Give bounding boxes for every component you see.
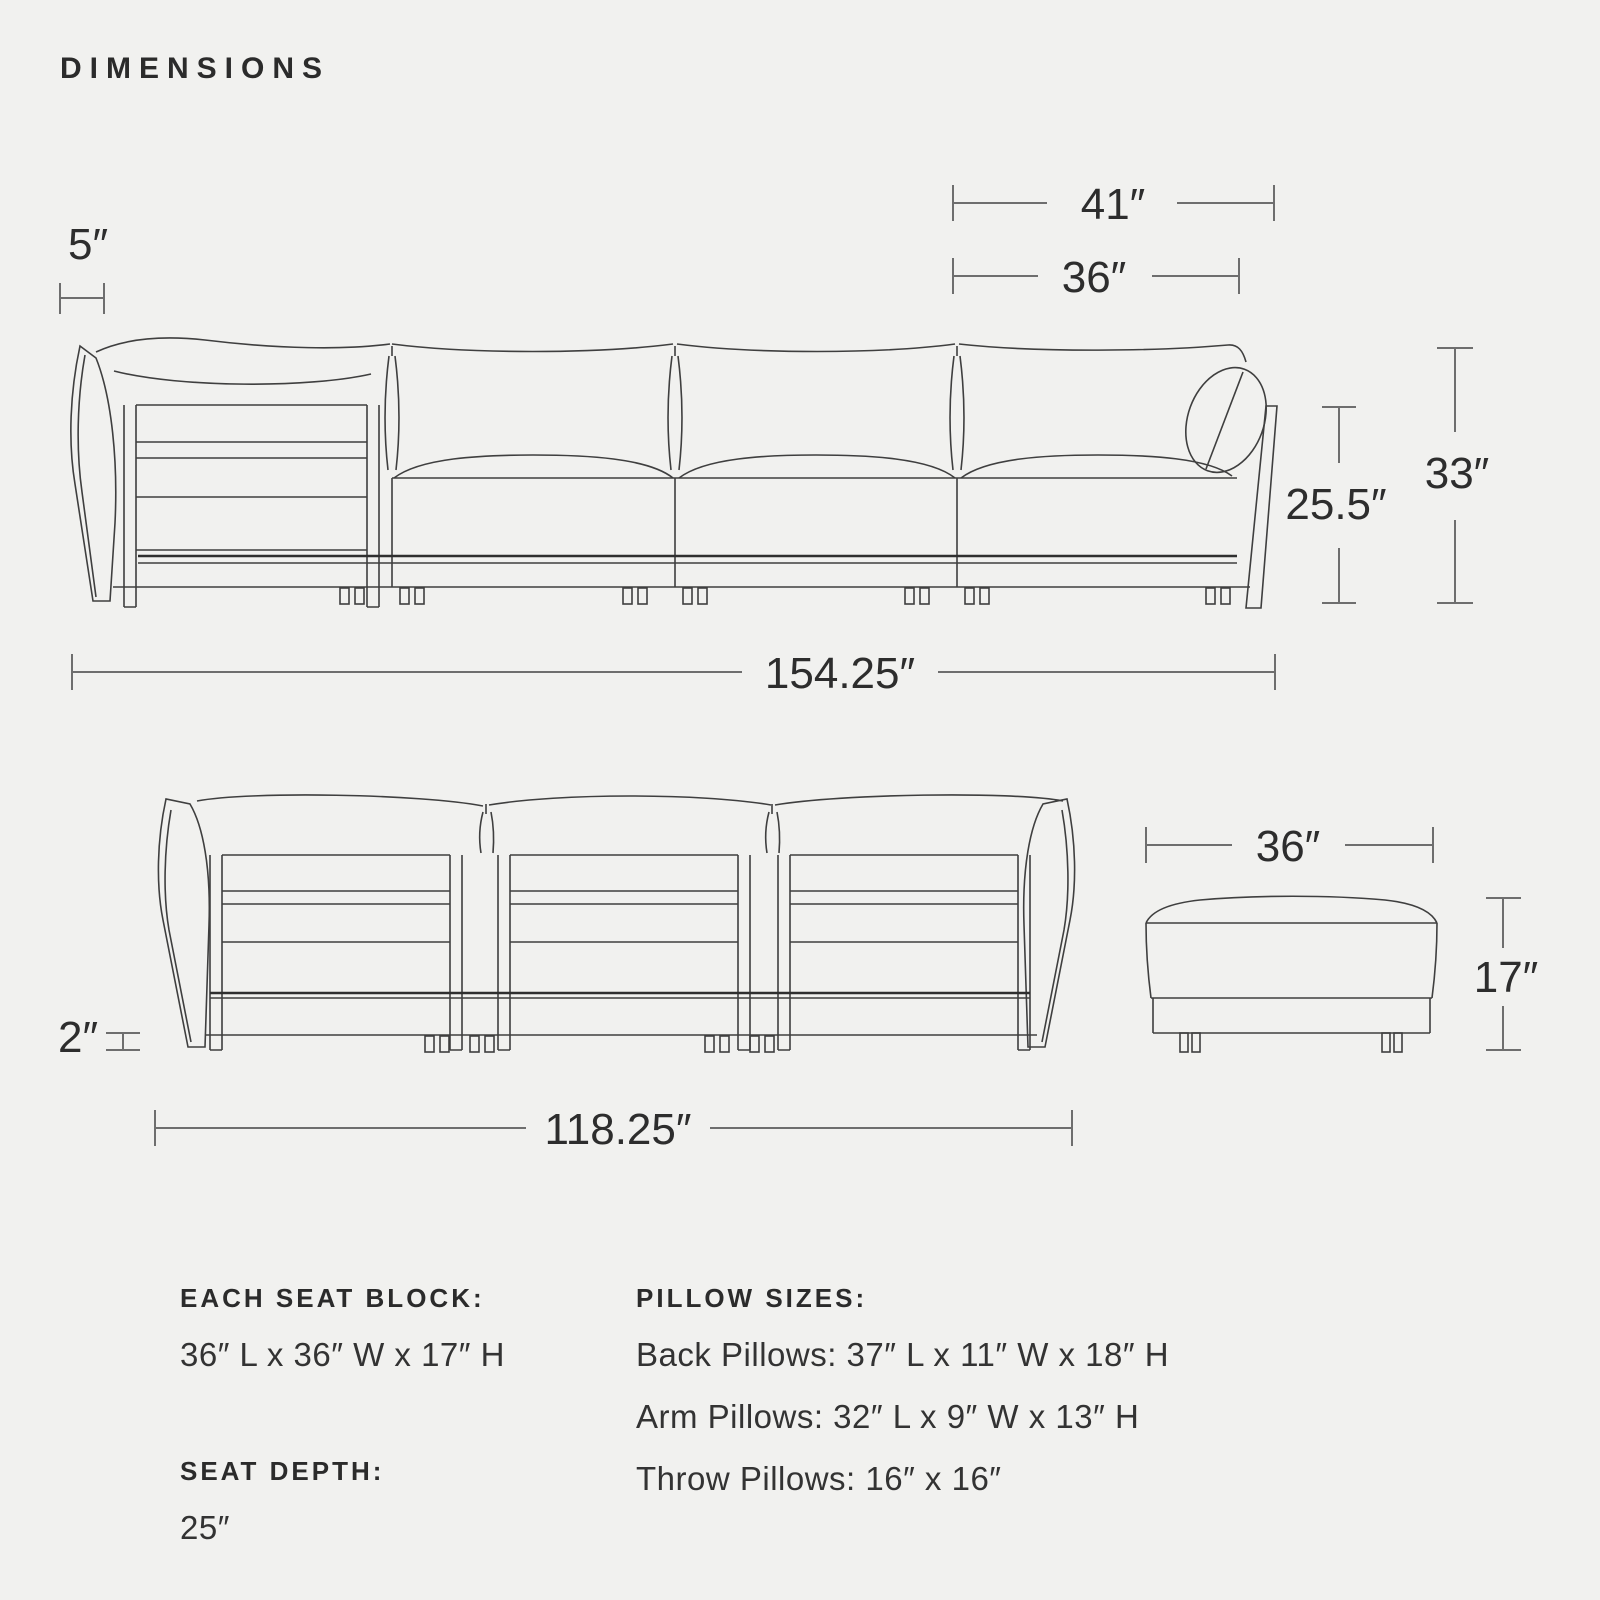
sofa-back-elevation-drawing — [158, 795, 1074, 1052]
dim-label-corner-overhang: 5″ — [67, 220, 109, 269]
dim-label-overall-width: 154.25″ — [764, 649, 916, 698]
pillow-sizes-heading: PILLOW SIZES: — [636, 1283, 868, 1313]
dimension-corner-overhang — [60, 220, 108, 314]
dim-label-ottoman-width: 36″ — [1255, 822, 1321, 871]
ottoman-elevation-drawing — [1146, 896, 1437, 1052]
back-view-legs — [425, 1036, 774, 1052]
back-pillows-spec: Back Pillows: 37″ L x 11″ W x 18″ H — [636, 1336, 1170, 1373]
page-title: DIMENSIONS — [60, 52, 331, 85]
ottoman-legs — [1180, 1033, 1402, 1052]
seat-depth-value: 25″ — [180, 1509, 230, 1546]
dimension-leg-height — [58, 1013, 140, 1062]
front-view-legs — [340, 588, 1230, 604]
dim-label-ottoman-height: 17″ — [1473, 953, 1539, 1002]
dim-label-leg-height: 2″ — [57, 1013, 99, 1062]
throw-pillows-spec: Throw Pillows: 16″ x 16″ — [636, 1460, 1002, 1497]
dimension-seat-module-width — [953, 253, 1239, 302]
dim-label-back-overall-width: 118.25″ — [544, 1105, 692, 1154]
dim-label-overall-height: 33″ — [1424, 449, 1490, 498]
seat-block-value: 36″ L x 36″ W x 17″ H — [180, 1336, 505, 1373]
dimension-overall-width — [72, 649, 1275, 698]
pillow-specs-column — [636, 1283, 1196, 1522]
dimension-back-overall-width — [155, 1105, 1072, 1154]
spacer — [180, 1398, 610, 1456]
dimension-overall-height — [1425, 348, 1490, 603]
seat-depth-heading: SEAT DEPTH: — [180, 1456, 385, 1486]
dimension-ottoman-height — [1474, 898, 1539, 1050]
dimension-ottoman-width — [1146, 822, 1433, 871]
dim-label-back-height: 25.5″ — [1285, 480, 1387, 529]
dimension-end-module-width — [953, 180, 1274, 229]
sofa-front-elevation-drawing — [71, 338, 1280, 608]
dim-label-end-module-width: 41″ — [1080, 180, 1146, 229]
dimension-back-height — [1285, 407, 1386, 603]
seat-specs-column — [180, 1283, 610, 1571]
dim-label-seat-module-width: 36″ — [1061, 253, 1127, 302]
arm-pillows-spec: Arm Pillows: 32″ L x 9″ W x 13″ H — [636, 1398, 1140, 1435]
seat-block-heading: EACH SEAT BLOCK: — [180, 1283, 485, 1313]
